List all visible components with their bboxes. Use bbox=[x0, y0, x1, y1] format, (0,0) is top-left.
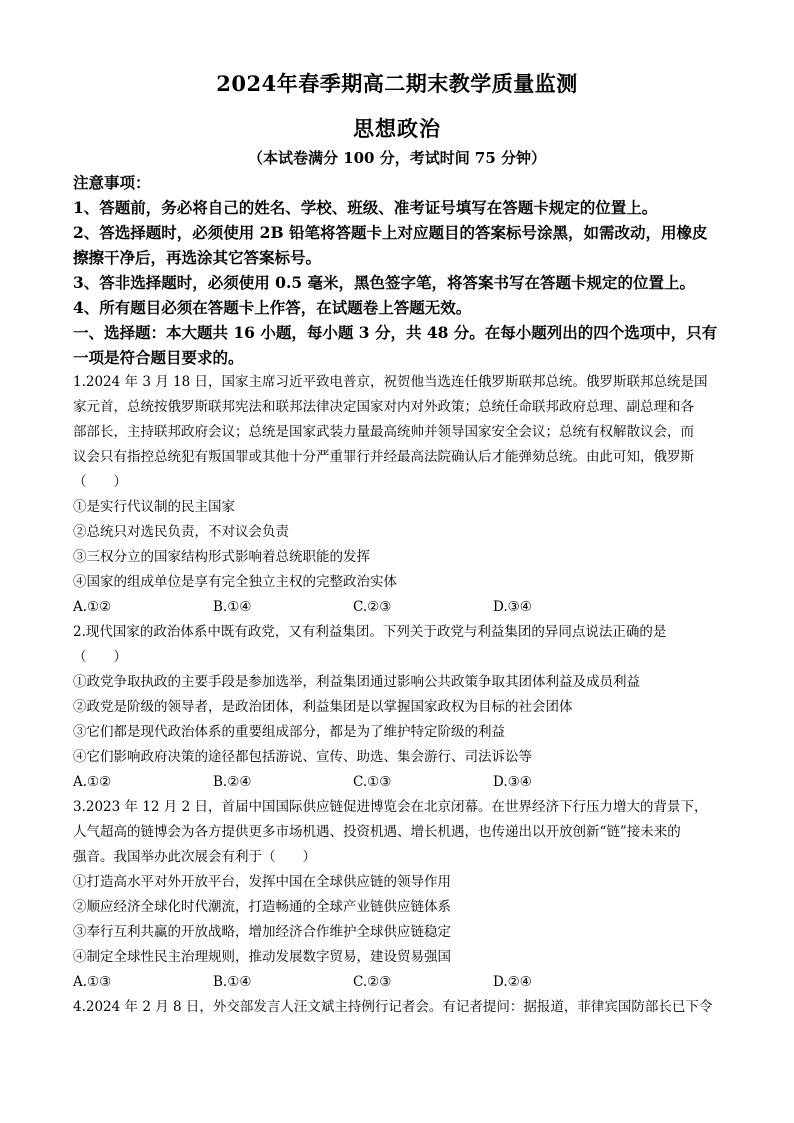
option-b: B.①④ bbox=[213, 599, 252, 615]
statement: ③三权分立的国家结构形式影响着总统职能的发挥 bbox=[73, 549, 370, 565]
section-heading-cont: 一项是符合题目要求的。 bbox=[73, 348, 244, 367]
option-a: A.①③ bbox=[73, 974, 112, 990]
notice-item: 4、所有题目必须在答题卡上作答，在试题卷上答题无效。 bbox=[73, 298, 472, 317]
option-b: B.①④ bbox=[213, 974, 252, 990]
answer-blank: （ ） bbox=[73, 474, 127, 490]
question-3 bbox=[73, 795, 725, 995]
notice-item: 3、答非选择题时，必须使用 0.5 毫米，黑色签字笔，将答案书写在答题卡规定的位置上。 bbox=[73, 273, 696, 292]
statement: ②顺应经济全球化时代潮流，打造畅通的全球产业链供应链体系 bbox=[73, 899, 451, 915]
exam-title: 2024年春季期高二期末教学质量监测 bbox=[216, 71, 578, 96]
notice-item: 擦擦干净后，再选涂其它答案标号。 bbox=[73, 248, 322, 267]
statement: ②总统只对选民负责，不对议会负责 bbox=[73, 524, 289, 540]
question-2 bbox=[73, 620, 725, 795]
statement: ③奉行互利共赢的开放战略，增加经济合作维护全球供应链稳定 bbox=[73, 924, 451, 940]
statement: ④国家的组成单位是享有完全独立主权的完整政治实体 bbox=[73, 574, 397, 590]
question-stem-line: 家元首，总统按俄罗斯联邦宪法和联邦法律决定国家对内对外政策；总统任命联邦政府总理、副总理和各 bbox=[73, 399, 694, 415]
exam-content bbox=[73, 170, 725, 1020]
option-d: D.③④ bbox=[493, 599, 532, 615]
statement: ①政党争取执政的主要手段是参加选举，利益集团通过影响公共政策争取其团体利益及成员利益 bbox=[73, 674, 640, 690]
statement: ④它们影响政府决策的途径都包括游说、宣传、助选、集会游行、司法诉讼等 bbox=[73, 749, 532, 765]
question-stem-line: 人气超高的链博会为各方提供更多市场机遇、投资机遇、增长机遇，也传递出以开放创新“链”接未来的 bbox=[73, 824, 681, 840]
option-d: D.③④ bbox=[493, 774, 532, 790]
question-stem-line: 部部长，主持联邦政府会议；总统是国家武装力量最高统帅并领导国家安全会议；总统有权解散议会，而 bbox=[73, 424, 694, 440]
option-b: B.②④ bbox=[213, 774, 252, 790]
notice-item: 2、答选择题时，必须使用 2B 铅笔将答题卡上对应题目的答案标号涂黑，如需改动，用橡皮 bbox=[73, 223, 708, 242]
option-c: C.①③ bbox=[353, 774, 392, 790]
statement: ③它们都是现代政治体系的重要组成部分，都是为了维护特定阶级的利益 bbox=[73, 724, 505, 740]
question-4 bbox=[73, 995, 725, 1020]
exam-info: （本试卷满分 100 分，考试时间 75 分钟） bbox=[247, 149, 547, 167]
statement: ④制定全球性民主治理规则，推动发展数字贸易，建设贸易强国 bbox=[73, 949, 451, 965]
option-c: C.②③ bbox=[353, 974, 392, 990]
question-stem-line: 4.2024 年 2 月 8 日，外交部发言人汪文斌主持例行记者会。有记者提问：据报道，菲律宾国防部长已下令 bbox=[73, 999, 713, 1015]
question-stem-line: 3.2023 年 12 月 2 日，首届中国国际供应链促进博览会在北京闭幕。在世界经济下行压力增大的背景下， bbox=[73, 799, 708, 815]
statement: ①打造高水平对外开放平台，发挥中国在全球供应链的领导作用 bbox=[73, 874, 451, 890]
subject-title: 思想政治 bbox=[353, 116, 441, 141]
option-row bbox=[73, 970, 725, 995]
option-row bbox=[73, 770, 725, 795]
notice-heading: 注意事项： bbox=[73, 173, 151, 192]
question-1 bbox=[73, 370, 725, 620]
question-stem-line: 1.2024 年 3 月 18 日，国家主席习近平致电普京，祝贺他当选连任俄罗斯联邦总统。俄罗斯联邦总统是国 bbox=[73, 374, 708, 390]
option-c: C.②③ bbox=[353, 599, 392, 615]
option-a: A.①② bbox=[73, 774, 112, 790]
notice-item: 1、答题前，务必将自己的姓名、学校、班级、准考证号填写在答题卡规定的位置上。 bbox=[73, 198, 658, 217]
option-d: D.②④ bbox=[493, 974, 532, 990]
question-stem-line: 议会只有指控总统犯有叛国罪或其他十分严重罪行并经最高法院确认后才能弹劾总统。由此可知，俄罗斯 bbox=[73, 449, 694, 465]
option-a: A.①② bbox=[73, 599, 112, 615]
section-heading: 一、选择题：本大题共 16 小题，每小题 3 分，共 48 分。在每小题列出的四个选项中，只有 bbox=[73, 323, 718, 342]
answer-blank: （ ） bbox=[73, 649, 127, 665]
option-row bbox=[73, 595, 725, 620]
question-stem-line: 2.现代国家的政治体系中既有政党，又有利益集团。下列关于政党与利益集团的异同点说法正确的是 bbox=[73, 624, 667, 640]
statement: ①是实行代议制的民主国家 bbox=[73, 499, 235, 515]
question-stem-line: 强音。我国举办此次展会有利于（ ） bbox=[73, 849, 316, 865]
statement: ②政党是阶级的领导者，是政治团体，利益集团是以掌握国家政权为目标的社会团体 bbox=[73, 699, 573, 715]
